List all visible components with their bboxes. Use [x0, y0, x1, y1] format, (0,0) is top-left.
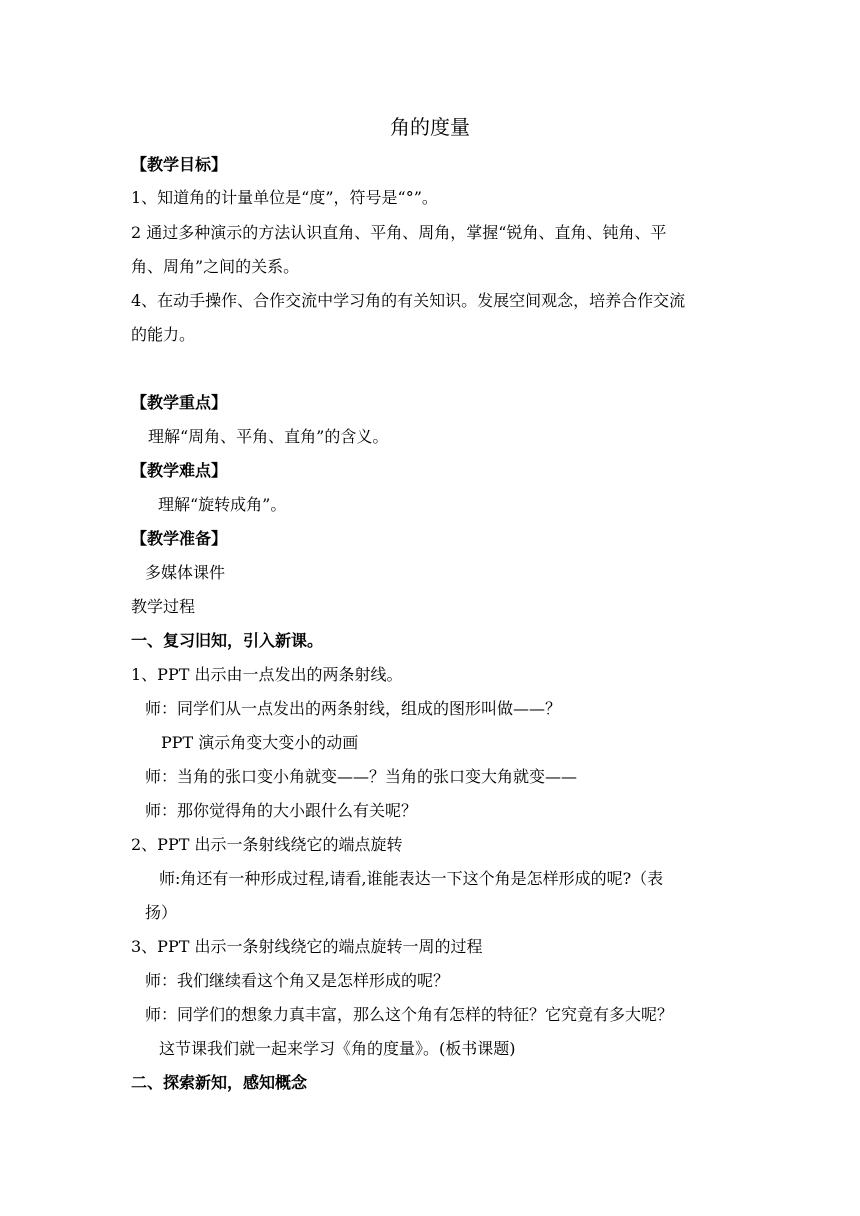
step-1-teacher-question-2: 师：当角的张口变小角就变——？当角的张口变大角就变—— — [145, 767, 578, 786]
step-1-teacher-question-3: 师：那你觉得角的大小跟什么有关呢？ — [145, 801, 418, 820]
objective-4-line-1: 4、在动手操作、合作交流中学习角的有关知识。发展空间观念，培养合作交流 — [131, 291, 686, 310]
difficulties-heading: 【教学难点】 — [131, 461, 228, 480]
part-2-heading: 二、探索新知，感知概念 — [131, 1073, 308, 1092]
step-1-animation-note: PPT 演示角变大变小的动画 — [161, 733, 359, 752]
step-1: 1、PPT 出示由一点发出的两条射线。 — [131, 665, 403, 684]
key-points-heading: 【教学重点】 — [131, 393, 228, 412]
preparation-heading: 【教学准备】 — [131, 529, 228, 548]
step-3-teacher-question-1: 师：我们继续看这个角又是怎样形成的呢？ — [145, 971, 450, 990]
difficulties-text: 理解“旋转成角”。 — [158, 495, 287, 514]
step-3-teacher-question-2: 师：同学们的想象力真丰富，那么这个角有怎样的特征？它究竟有多大呢？ — [145, 1005, 674, 1024]
objectives-heading: 【教学目标】 — [131, 155, 228, 174]
objective-1: 1、知道角的计量单位是“度”，符号是“°”。 — [131, 188, 438, 207]
preparation-text: 多媒体课件 — [145, 563, 226, 582]
objective-4-line-2: 的能力。 — [131, 325, 196, 344]
step-2: 2、PPT 出示一条射线绕它的端点旋转 — [131, 835, 403, 854]
part-1-heading: 一、复习旧知，引入新课。 — [131, 631, 324, 650]
process-heading: 教学过程 — [131, 597, 196, 616]
objective-2-line-1: 2 通过多种演示的方法认识直角、平角、周角，掌握“锐角、直角、钝角、平 — [131, 223, 667, 242]
step-1-teacher-question-1: 师：同学们从一点发出的两条射线，组成的图形叫做——？ — [145, 699, 562, 718]
step-2-teacher-line-1: 师:角还有一种形成过程,请看,谁能表达一下这个角是怎样形成的呢?（表 — [159, 869, 664, 888]
document-title: 角的度量 — [390, 115, 470, 139]
step-3: 3、PPT 出示一条射线绕它的端点旋转一周的过程 — [131, 937, 483, 956]
step-2-teacher-line-2: 扬） — [145, 903, 178, 922]
step-3-intro: 这节课我们就一起来学习《角的度量》。(板书课题) — [159, 1039, 516, 1058]
key-points-text: 理解“周角、平角、直角”的含义。 — [148, 427, 389, 446]
objective-2-line-2: 角、周角”之间的关系。 — [131, 257, 300, 276]
